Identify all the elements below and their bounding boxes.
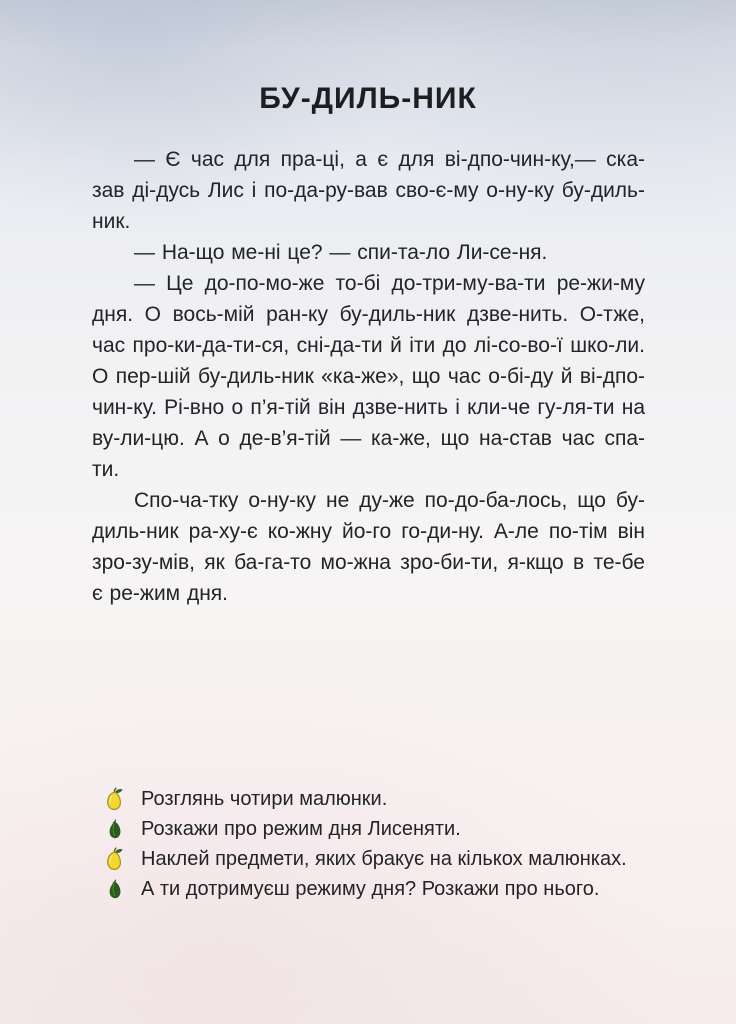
story-paragraph: — На-що ме-ні це? — спи-та-ло Ли-се-ня.: [134, 241, 548, 264]
task-item: [102, 844, 696, 874]
task-text: А ти дотримуєш режиму дня? Розкажи про нього.: [141, 877, 600, 900]
story-paragraph: — Це до-по-мо-же то-бі до-три-му-ва-ти ре-жи-му дня. О вось-мій ран-ку бу-диль-ник дзве-нить. О-тже, час про-ки-да-ти-ся, сні-да-ти й іти до лі-со-во-ї шко-ли. О пер-шій бу-диль-ник «ка-же», що час о-бі-ду й ві-дпо-чин-ку. Рі-вно о п’я-тій він дзве-нить і кли-че гу-ля-ти на ву-ли-цю. А о де-в’я-тій — ка-же, що на-став час спа-ти.: [92, 272, 645, 481]
pear-icon: [102, 845, 126, 873]
task-text: Розглянь чотири малюнки.: [141, 787, 388, 810]
story-paragraph: — Є час для пра-ці, а є для ві-дпо-чин-ку,— ска-зав ді-дусь Лис і по-да-ру-вав сво-є-му о-ну-ку бу-диль-ник.: [92, 148, 645, 233]
task-item: [102, 874, 696, 904]
story-text: [92, 144, 645, 609]
task-item: [102, 814, 696, 844]
pear-icon: [102, 785, 126, 813]
task-list: [102, 784, 696, 904]
story-paragraph: Спо-ча-тку о-ну-ку не ду-же по-до-ба-лось, що бу-диль-ник ра-ху-є ко-жну йо-го го-ди-ну. А-ле по-тім він зро-зу-мів, як ба-га-то мо-жна зро-би-ти, я-кщо в те-бе є ре-жим дня.: [92, 489, 645, 605]
task-text: Розкажи про режим дня Лисеняти.: [141, 817, 461, 840]
task-text: Наклей предмети, яких бракує на кількох малюнках.: [141, 847, 627, 870]
page-title: БУ-ДИЛЬ-НИК: [259, 82, 477, 115]
leaf-icon: [102, 815, 126, 843]
task-item: [102, 784, 696, 814]
leaf-icon: [102, 875, 126, 903]
